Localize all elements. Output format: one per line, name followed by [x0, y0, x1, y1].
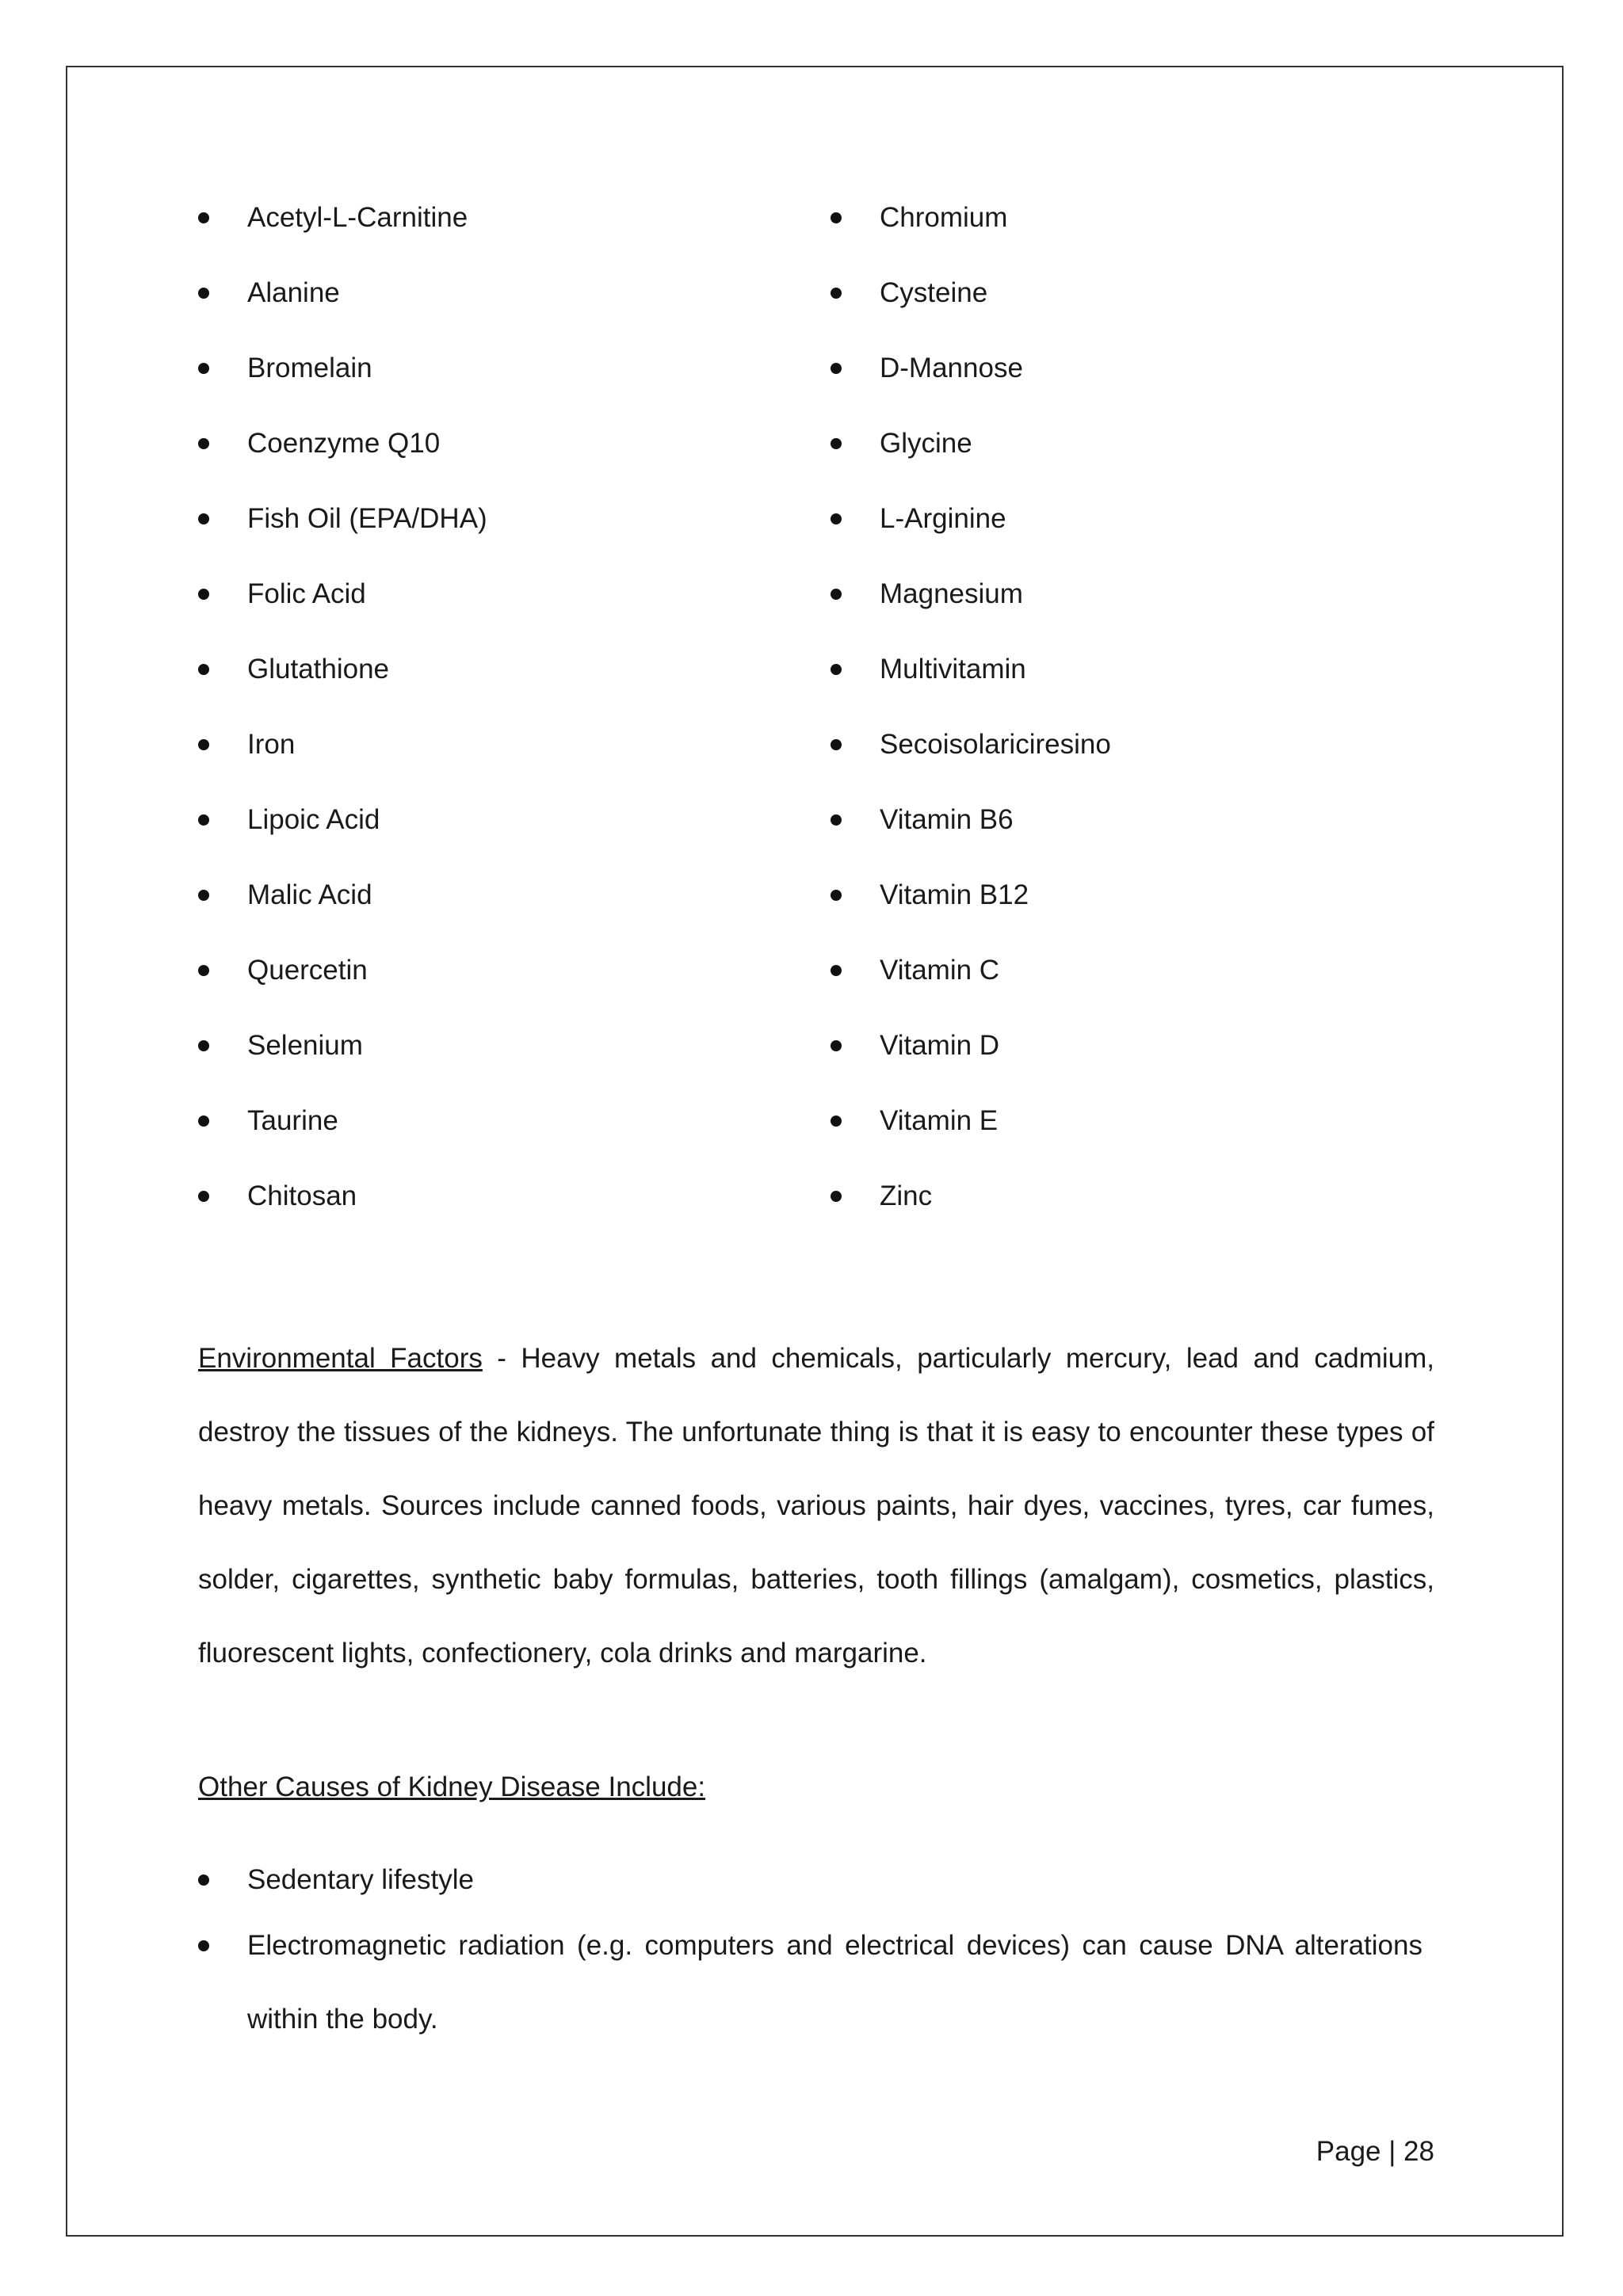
list-item-text: Zinc [880, 1180, 933, 1211]
list-item [198, 948, 487, 1024]
bullet-icon [198, 965, 209, 976]
list-item-text: Alanine [247, 277, 340, 308]
list-item [198, 1024, 487, 1099]
list-item-text: Glutathione [247, 654, 390, 685]
bullet-icon [831, 589, 842, 600]
supplement-list-right [831, 196, 1111, 1249]
bullet-icon [831, 814, 842, 826]
bullet-icon [198, 438, 209, 449]
list-item-text: Vitamin C [880, 955, 1000, 986]
list-item-text: Fish Oil (EPA/DHA) [247, 503, 487, 534]
list-item-text: Lipoic Acid [247, 804, 380, 835]
bullet-icon [198, 1875, 209, 1886]
bullet-icon [831, 965, 842, 976]
list-item-text: Electromagnetic radiation (e.g. computers and electrical devices) can cause DNA alterations within the body. [247, 1930, 1423, 2035]
bullet-icon [831, 513, 842, 524]
list-item [831, 421, 1111, 497]
bullet-icon [198, 589, 209, 600]
list-item [198, 497, 487, 572]
list-item-text: Folic Acid [247, 578, 366, 609]
list-item [198, 798, 487, 873]
bullet-icon [198, 513, 209, 524]
list-item-text: Malic Acid [247, 879, 372, 910]
list-item-text: Bromelain [247, 353, 372, 383]
list-item [831, 873, 1111, 948]
list-item-text: Secoisolariciresino [880, 729, 1111, 760]
list-item [198, 572, 487, 647]
list-item [198, 271, 487, 346]
bullet-icon [198, 1116, 209, 1127]
environmental-factors-heading: Environmental Factors [198, 1343, 483, 1374]
bullet-icon [198, 1040, 209, 1051]
list-item-text: Iron [247, 729, 296, 760]
list-item [831, 1024, 1111, 1099]
list-item-text: Quercetin [247, 955, 368, 986]
page-number: Page | 28 [1316, 2136, 1434, 2167]
list-item [831, 572, 1111, 647]
list-item-text: Cysteine [880, 277, 988, 308]
list-item [198, 1843, 1423, 1917]
list-item-text: L-Arginine [880, 503, 1006, 534]
bullet-icon [198, 664, 209, 675]
list-item [831, 948, 1111, 1024]
list-item-text: Acetyl-L-Carnitine [247, 202, 468, 233]
other-causes-heading: Other Causes of Kidney Disease Include: [198, 1772, 706, 1802]
list-item [831, 346, 1111, 421]
list-item [198, 196, 487, 271]
list-item [831, 497, 1111, 572]
list-item-text: Vitamin E [880, 1105, 999, 1136]
list-item [831, 1099, 1111, 1174]
bullet-icon [198, 363, 209, 374]
list-item-text: Magnesium [880, 578, 1023, 609]
list-item-text: Chromium [880, 202, 1008, 233]
bullet-icon [831, 664, 842, 675]
list-item [198, 723, 487, 798]
bullet-icon [831, 212, 842, 223]
list-item-text: Selenium [247, 1030, 363, 1061]
list-item-text: Coenzyme Q10 [247, 428, 441, 459]
bullet-icon [831, 890, 842, 901]
list-item-text: Multivitamin [880, 654, 1026, 685]
other-causes-list [198, 1843, 1423, 2056]
list-item [831, 647, 1111, 723]
list-item-text: Taurine [247, 1105, 338, 1136]
list-item [831, 798, 1111, 873]
list-item [198, 1909, 1423, 2056]
list-item [831, 723, 1111, 798]
list-item [831, 1174, 1111, 1249]
list-item [198, 346, 487, 421]
bullet-icon [831, 438, 842, 449]
list-item [198, 1174, 487, 1249]
list-item-text: D-Mannose [880, 353, 1023, 383]
bullet-icon [198, 890, 209, 901]
list-item [198, 421, 487, 497]
list-item [198, 647, 487, 723]
list-item-text: Sedentary lifestyle [247, 1864, 474, 1895]
bullet-icon [198, 1940, 209, 1951]
list-item-text: Vitamin B12 [880, 879, 1029, 910]
bullet-icon [831, 363, 842, 374]
bullet-icon [198, 1191, 209, 1202]
bullet-icon [198, 739, 209, 750]
environmental-factors-paragraph [198, 1322, 1434, 1690]
environmental-factors-text: - Heavy metals and chemicals, particularly mercury, lead and cadmium, destroy the tissues of the kidneys. The unfortunate thing is that it is easy to encounter these types of heavy metals. Sources include canned foods, various paints, hair dyes, vaccines, tyres, car fumes, solder, cigarettes, synthetic baby formulas, batteries, tooth fillings (amalgam), cosmetics, plastics, fluorescent lights, confectionery, cola drinks and margarine. [198, 1343, 1434, 1669]
bullet-icon [831, 1191, 842, 1202]
bullet-icon [831, 1116, 842, 1127]
bullet-icon [198, 814, 209, 826]
bullet-icon [198, 212, 209, 223]
bullet-icon [831, 288, 842, 299]
list-item-text: Vitamin B6 [880, 804, 1014, 835]
bullet-icon [831, 1040, 842, 1051]
list-item-text: Chitosan [247, 1180, 357, 1211]
list-item [831, 196, 1111, 271]
bullet-icon [831, 739, 842, 750]
list-item [198, 873, 487, 948]
list-item [831, 271, 1111, 346]
supplement-list-left [198, 196, 487, 1249]
list-item-text: Glycine [880, 428, 972, 459]
list-item [198, 1099, 487, 1174]
list-item-text: Vitamin D [880, 1030, 1000, 1061]
bullet-icon [198, 288, 209, 299]
